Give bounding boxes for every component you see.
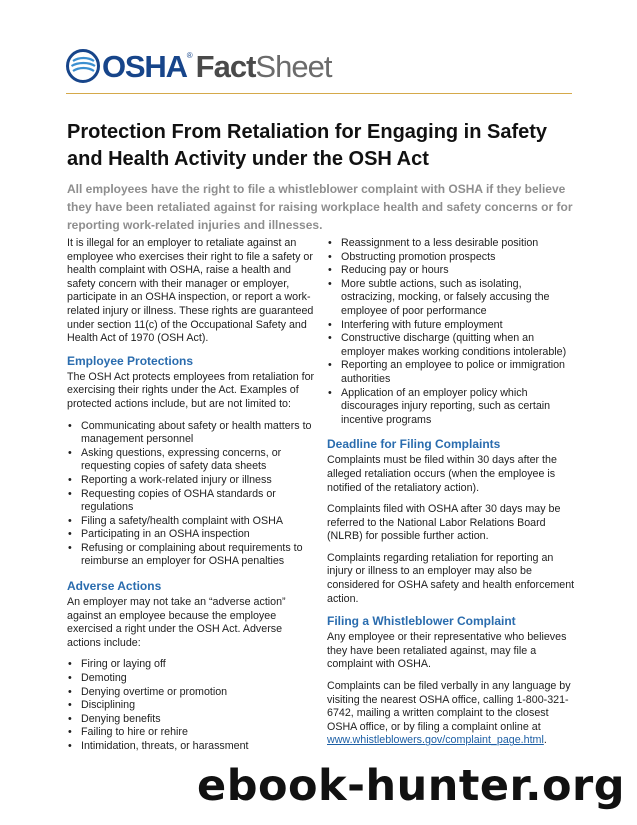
list-item: • Intimidation, threats, or harassment — [67, 740, 315, 754]
filing-paragraph-2-end: . — [543, 734, 547, 747]
deadline-paragraph-1: Complaints must be filed within 30 days after the alleged retaliation occurs (when the employee is notified of the retaliatory action). — [327, 454, 557, 494]
logo-registered-mark: ® — [186, 51, 193, 60]
list-item: • Reporting an employee to police or immigration authorities — [327, 359, 575, 386]
list-item: • Demoting — [67, 672, 315, 686]
list-item: • Asking questions, expressing concerns, or requesting copies of safety data sheets — [67, 447, 315, 474]
osha-fact-sheet-logo — [66, 46, 331, 86]
list-item: • Reassignment to a less desirable position — [327, 237, 575, 251]
list-item: • Application of an employer policy which discourages injury reporting, such as certain incentive programs — [327, 387, 575, 428]
deadline-paragraph-2: Complaints filed with OSHA after 30 days may be referred to the National Labor Relations Board (NLRB) for possible further action. — [327, 503, 561, 543]
list-item: • Constructive discharge (quitting when an employer makes working conditions intolerable) — [327, 332, 575, 359]
page-title: Protection From Retaliation for Engaging in Safety and Health Activity under the OSH Act — [67, 121, 548, 170]
list-item: • Refusing or complaining about requirements to reimburse an employer for OSHA penalties — [67, 542, 315, 569]
osha-globe-icon — [66, 49, 100, 83]
complaint-page-link[interactable]: www.whistleblowers.gov/complaint_page.html — [327, 734, 544, 747]
logo-osha-text: OSHA — [102, 48, 187, 84]
section-heading-employee-protections: Employee Protections — [67, 353, 194, 368]
protected-actions-list — [67, 420, 315, 570]
list-item: • Denying overtime or promotion — [67, 686, 315, 700]
section-heading-filing-complaint: Filing a Whistleblower Complaint — [327, 614, 516, 629]
adverse-actions-list — [67, 658, 315, 753]
left-column — [67, 237, 315, 764]
section-heading-adverse-actions: Adverse Actions — [67, 579, 162, 594]
section-heading-deadline: Deadline for Filing Complaints — [327, 437, 501, 452]
list-item: • Filing a safety/health complaint with OSHA — [67, 515, 315, 529]
list-item: • Participating in an OSHA inspection — [67, 528, 315, 542]
header-divider — [66, 93, 572, 94]
logo-fact-text: Fact — [195, 48, 256, 84]
filing-paragraph-2-text: Complaints can be filed verbally in any language by visiting the nearest OSHA office, calling 1-800-321-6742, mailing a written complaint to the closest OSHA office, or by filing a complaint online at — [327, 680, 571, 733]
deadline-paragraph-3: Complaints regarding retaliation for reporting an injury or illness to an employer may also be considered for OSHA safety and health enforcement action. — [327, 551, 575, 605]
adverse-paragraph: An employer may not take an “adverse action” against an employee because the employee exercised a right under the OSH Act. Adverse actions include: — [67, 596, 286, 649]
list-item: • More subtle actions, such as isolating, ostracizing, mocking, or falsely accusing the employee of poor performance — [327, 278, 575, 319]
adverse-actions-list-continued — [327, 237, 575, 427]
list-item: • Disciplining — [67, 699, 315, 713]
filing-paragraph-1: Any employee or their representative who believes they have been retaliated against, may file a complaint with OSHA. — [327, 631, 567, 671]
list-item: • Requesting copies of OSHA standards or regulations — [67, 488, 315, 515]
intro-summary: All employees have the right to file a whistleblower complaint with OSHA if they believe they have been retaliated against for raising workplace health and safety concerns or for reporting work-related injuries and illnesses. — [67, 182, 573, 232]
list-item: • Communicating about safety or health matters to management personnel — [67, 420, 315, 447]
list-item: • Reducing pay or hours — [327, 264, 575, 278]
filing-paragraph-2 — [327, 680, 575, 748]
list-item: • Denying benefits — [67, 713, 315, 727]
protections-paragraph: The OSH Act protects employees from retaliation for exercising their rights under the Act. Examples of protected actions include, but are not limited to: — [67, 370, 315, 410]
watermark: ebook-hunter.org — [197, 761, 625, 811]
logo-sheet-text: Sheet — [255, 48, 332, 84]
list-item: • Failing to hire or rehire — [67, 726, 315, 740]
right-column — [327, 237, 575, 756]
opening-paragraph: It is illegal for an employer to retaliate against an employee who exercises their right to file a safety or health complaint with OSHA, raise a health and safety concern with their manager or employer, participate in an OSHA inspection, or report a work-related injury or illness. These rights are guaranteed under section 11(c) of the Occupational Safety and Health Act of 1970 (OSH Act). — [67, 237, 314, 345]
list-item: • Firing or laying off — [67, 658, 315, 672]
list-item: • Obstructing promotion prospects — [327, 251, 575, 265]
list-item: • Interfering with future employment — [327, 319, 575, 333]
list-item: • Reporting a work-related injury or illness — [67, 474, 315, 488]
